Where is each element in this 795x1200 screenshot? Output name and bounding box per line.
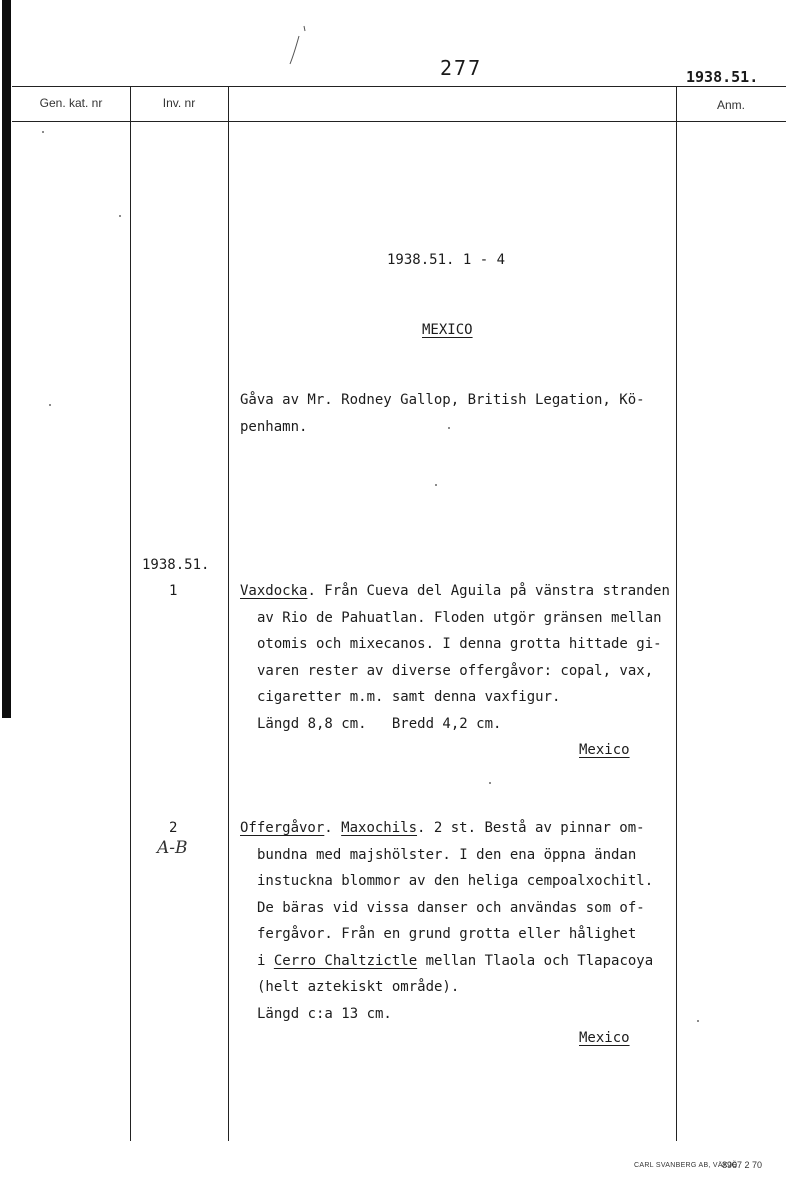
donation-line: Gåva av Mr. Rodney Gallop, British Legation, Kö-: [240, 392, 645, 408]
scan-speck: [697, 1020, 699, 1022]
entry2-line: (helt aztekiskt område).: [257, 979, 460, 995]
entry2-title: Offergåvor: [240, 820, 325, 836]
column-divider-1: [130, 86, 131, 1141]
entry2-description: [240, 815, 653, 1027]
entry1-description: [240, 578, 670, 737]
header-top-rule: [12, 86, 786, 87]
column-header-inv: Inv. nr: [162, 96, 196, 110]
entry2-location-line: [240, 948, 653, 975]
scan-speck: [49, 404, 51, 406]
page-number: 277: [440, 56, 483, 80]
entry1-first-line: [240, 578, 670, 605]
column-divider-2: [228, 86, 229, 1141]
entry1-line: av Rio de Pahuatlan. Floden utgör gränsen mellan: [257, 609, 662, 626]
scan-speck: [489, 782, 491, 784]
collection-range: 1938.51. 1 - 4: [387, 252, 506, 268]
entry1-inv-number: 1: [169, 583, 178, 599]
entry2-location: Cerro Chaltzictle: [273, 952, 418, 969]
scan-speck: [119, 215, 121, 217]
donation-line: penhamn.: [240, 418, 308, 435]
printer-imprint: CARL SVANBERG AB, VÄXJÖ: [634, 1162, 738, 1169]
entry1-line: otomis och mixecanos. I denna grotta hittade gi-: [257, 636, 662, 652]
scan-speck: [435, 484, 437, 486]
entry2-inv-sub: A-B: [157, 838, 188, 858]
entry2-sep: .: [324, 820, 342, 836]
entry2-first-rest: . 2 st. Bestå av pinnar om-: [417, 820, 645, 836]
entry1-dimensions: Längd 8,8 cm. Bredd 4,2 cm.: [257, 715, 502, 732]
pen-stroke-mark: [286, 22, 310, 68]
column-header-anm: Anm.: [716, 98, 745, 112]
entry1-first-rest: . Från Cueva del Aguila på vänstra stranden: [307, 583, 670, 599]
entry2-line: bundna med majshölster. I den ena öppna ändan: [257, 846, 637, 863]
header-bottom-rule: [12, 121, 786, 122]
binding-edge: [2, 0, 11, 718]
entry2-line: fergåvor. Från en grund grotta eller hålighet: [257, 926, 637, 942]
entry2-line: instuckna blommor av den heliga cempoalxochitl.: [257, 873, 654, 889]
entry2-loc-prefix: i: [257, 952, 274, 969]
scan-speck: [42, 131, 44, 133]
entry1-line: cigaretter m.m. samt denna vaxfigur.: [257, 689, 561, 705]
donation-note: [240, 387, 645, 440]
column-header-gen-kat: Gen. kat. nr: [39, 96, 103, 110]
entry1-line: varen rester av diverse offergåvor: copal, vax,: [257, 662, 654, 679]
scan-speck: [448, 427, 450, 429]
entry2-line: De bäras vid vissa danser och användas som of-: [257, 899, 645, 916]
collection-region: MEXICO: [422, 322, 473, 338]
entry2-inv-number: 2: [169, 820, 178, 836]
entry2-origin: Mexico: [579, 1030, 630, 1046]
form-code: 8967 2 70: [722, 1160, 763, 1170]
column-divider-3: [676, 86, 677, 1141]
catalog-reference: 1938.51.: [686, 68, 759, 86]
entry1-title: Vaxdocka: [240, 583, 308, 599]
entry1-origin: Mexico: [579, 742, 630, 758]
entry2-dimensions: Längd c:a 13 cm.: [257, 1005, 392, 1022]
entry2-first-line: [240, 815, 653, 842]
entry2-subtitle: Maxochils: [341, 820, 418, 836]
entry2-loc-rest: mellan Tlaola och Tlapacoya: [417, 952, 654, 969]
entry1-inv-prefix: 1938.51.: [142, 557, 210, 573]
